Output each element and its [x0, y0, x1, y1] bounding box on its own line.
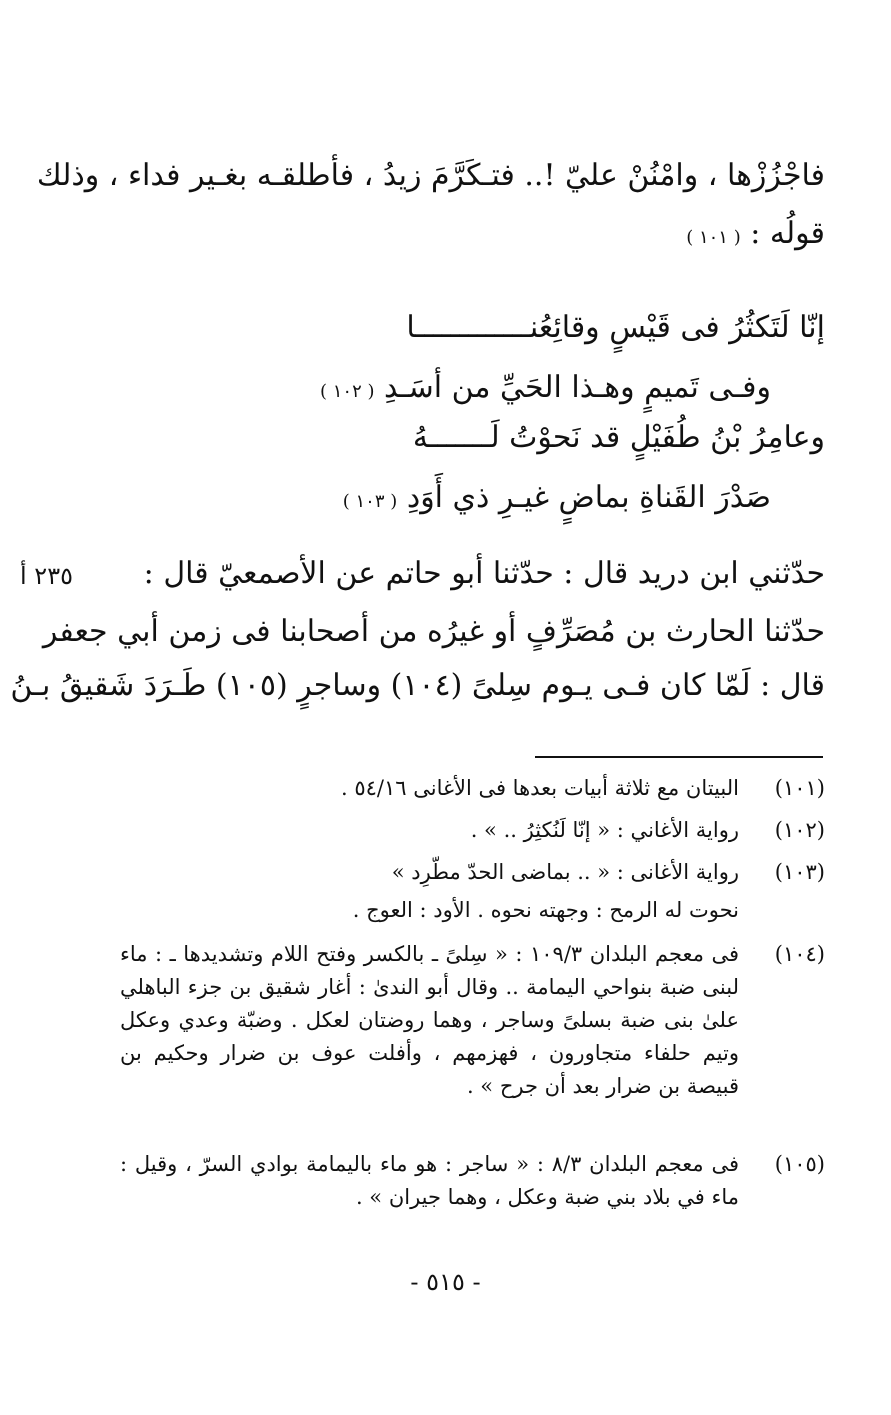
footnote-ref-102: ( ١٠٢ ): [319, 381, 375, 402]
intro-line-1: فاجْزُزْها ، وامْنُنْ عليّ !.. فتـكَرَّمَ زيدُ ، فأطلقـه بغـير فداء ، وذلك: [36, 158, 825, 193]
poem-verse-4: [343, 480, 771, 516]
intro-line-2: [686, 216, 825, 252]
footnote-number: (١٠١): [774, 776, 825, 800]
footnote-text: رواية الأغانى : « .. بماضى الحدّ مطّرِد »: [391, 860, 739, 884]
hadith-line-1: حدّثني ابن دريد قال : حدّثنا أبو حاتم عن الأصمعيّ قال :: [143, 556, 825, 591]
poem-verse-1: [406, 310, 825, 346]
footnote-105: [120, 1148, 825, 1214]
footnote-number: (١٠٤): [774, 942, 825, 966]
footnote-text: البيتان مع ثلاثة أبيات بعدها فى الأغانى ٥٤/١٦ .: [341, 776, 739, 800]
footnote-103-gloss: نحوت له الرمح : وجهته نحوه . الأود : العوج .: [352, 898, 739, 922]
footnote-101: [120, 772, 825, 805]
footnote-number: (١٠٥): [774, 1152, 825, 1176]
poem-verse-text: وعامِرُ بْنُ طُفَيْلٍ قد نَحوْتُ لَـــــــهُ: [412, 420, 825, 455]
hadith-line-3: قال : لَمّا كان فـى يـوم سِلىً (١٠٤) وساجرٍ (١٠٥) طَـرَدَ شَقيقُ بـنُ: [10, 668, 825, 703]
poem-verse-3: [413, 420, 825, 456]
footnote-103: [120, 856, 825, 889]
footnote-104: [120, 938, 825, 1103]
footnote-text: رواية الأغاني : « إنّا لَنُكثِرُ .. » .: [470, 818, 739, 842]
intro-line-2-text: قولُه :: [750, 216, 825, 251]
footnote-102: [120, 814, 825, 847]
poem-verse-text: إنّا لَتَكثُرُ فى قَيْسٍ وقائِعُنـــــــــــــا: [406, 310, 825, 345]
poem-verse-text: صَدْرَ القَناةِ بماضٍ غيـرِ ذي أَوَدِ: [406, 480, 771, 515]
margin-folio-note: ٢٣٥ أ: [20, 562, 73, 590]
footnote-ref-101: ( ١٠١ ): [686, 227, 741, 248]
footnote-number: (١٠٢): [774, 818, 825, 842]
poem-verse-text: وفـى تَميمٍ وهـذا الحَيِّ من أسَـدِ: [384, 370, 771, 405]
footnote-text: فى معجم البلدان ١٠٩/٣ : « سِلىً ـ بالكسر وفتح اللام وتشديدها ـ : ماء لبنى ضبة بنواحي اليمامة .. وقال أبو الندىٰ : أغار شقيق بن جزء الباهلي علىٰ بنى ضبة بسلىً وساجر ، وهما روضتان لعكل . وضبّة وعدي وعكل وتيم حلفاء متجاورون ، فهزمهم ، وأفلت عوف بن ضرار وحكيم بن قبيصة بن ضرار بعد أن جرح » .: [120, 942, 739, 1098]
footnote-ref-103: ( ١٠٣ ): [342, 491, 398, 512]
footnote-separator: [535, 756, 823, 758]
page-number: - ٥١٥ -: [410, 1268, 481, 1296]
hadith-line-2: حدّثنا الحارث بن مُصَرِّفٍ أو غيرُه من أصحابنا فى زمن أبي جعفر: [42, 614, 825, 649]
footnote-text: فى معجم البلدان ٨/٣ : « ساجر : هو ماء باليمامة بوادي السرّ ، وقيل : ماء في بلاد بني ضبة وعكل ، وهما جيران » .: [120, 1152, 739, 1209]
footnote-number: (١٠٣): [774, 860, 825, 884]
poem-verse-2: [320, 370, 771, 406]
